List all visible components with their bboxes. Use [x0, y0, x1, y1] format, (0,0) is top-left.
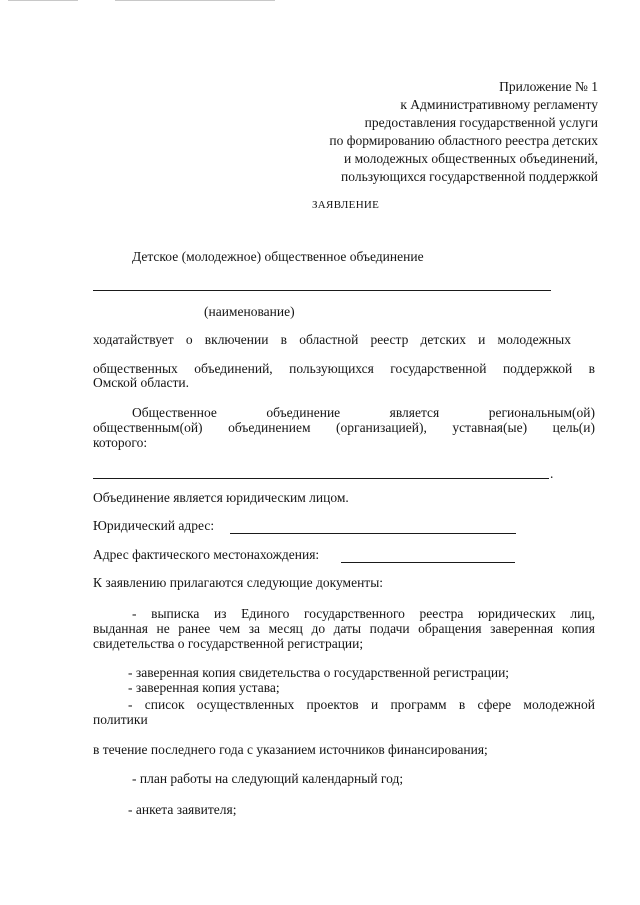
legal-address-label: Юридический адрес: — [93, 518, 215, 533]
header-line: пользующихся государственной поддержкой — [341, 169, 598, 184]
status-word: является — [389, 405, 440, 420]
header-line: Приложение № 1 — [499, 79, 598, 94]
attachments-intro: К заявлению прилагаются следующие документы: — [93, 575, 384, 590]
attachment-item: свидетельства о государственной регистрации; — [93, 636, 364, 651]
header-line: и молодежных общественных объединений, — [343, 151, 598, 166]
attachment-item: - план работы на следующий календарный год; — [132, 771, 404, 786]
status-word: объединение — [266, 405, 341, 420]
attachment-item: - список осуществленных проектов и программ в сфере молодежной — [128, 697, 595, 712]
status-word: цель(и) — [552, 420, 595, 435]
status-line — [93, 420, 595, 436]
appendix-header — [329, 78, 598, 186]
petition-line: общественных объединений, пользующихся государственной поддержкой в — [93, 361, 595, 376]
attachment-item: - выписка из Единого государственного реестра юридических лиц, — [132, 606, 595, 621]
org-name-blank-line — [93, 290, 551, 291]
status-line: которого: — [93, 435, 148, 450]
actual-address-blank-line — [341, 562, 515, 563]
attachment-item: - заверенная копия свидетельства о государственной регистрации; — [128, 665, 510, 680]
petition-line: Омской области. — [93, 375, 190, 390]
header-line: предоставления государственной услуги — [364, 115, 598, 130]
name-caption: (наименование) — [204, 304, 295, 319]
goal-blank-line — [93, 478, 549, 479]
org-intro: Детское (молодежное) общественное объединение — [132, 249, 424, 264]
status-word: уставная(ые) — [452, 420, 528, 435]
attachment-item: политики — [93, 712, 148, 727]
status-word: региональным(ой) — [488, 405, 595, 420]
attachment-item: - заверенная копия устава; — [128, 680, 280, 695]
scan-edge-mark — [115, 0, 275, 1]
actual-address-label: Адрес фактического местонахождения: — [93, 547, 320, 562]
goal-end-period: . — [550, 466, 554, 481]
status-word: объединением — [228, 420, 311, 435]
attachment-item: - анкета заявителя; — [128, 802, 237, 817]
status-word: общественным(ой) — [93, 420, 203, 435]
status-word: Общественное — [132, 405, 217, 420]
attachment-item: выданная не ранее чем за месяц до даты подачи обращения заверенная копия — [93, 621, 595, 636]
header-line: по формированию областного реестра детских — [329, 133, 598, 148]
status-line — [132, 405, 595, 421]
document-title: ЗАЯВЛЕНИЕ — [312, 199, 380, 211]
legal-address-blank-line — [230, 533, 516, 534]
status-word: (организацией), — [336, 420, 427, 435]
attachment-item: в течение последнего года с указанием источников финансирования; — [93, 742, 488, 757]
petition-line: ходатайствует о включении в областной реестр детских и молодежных — [93, 332, 571, 347]
scan-edge-mark — [8, 0, 78, 1]
legal-entity-statement: Объединение является юридическим лицом. — [93, 490, 349, 505]
header-line: к Административному регламенту — [400, 97, 598, 112]
